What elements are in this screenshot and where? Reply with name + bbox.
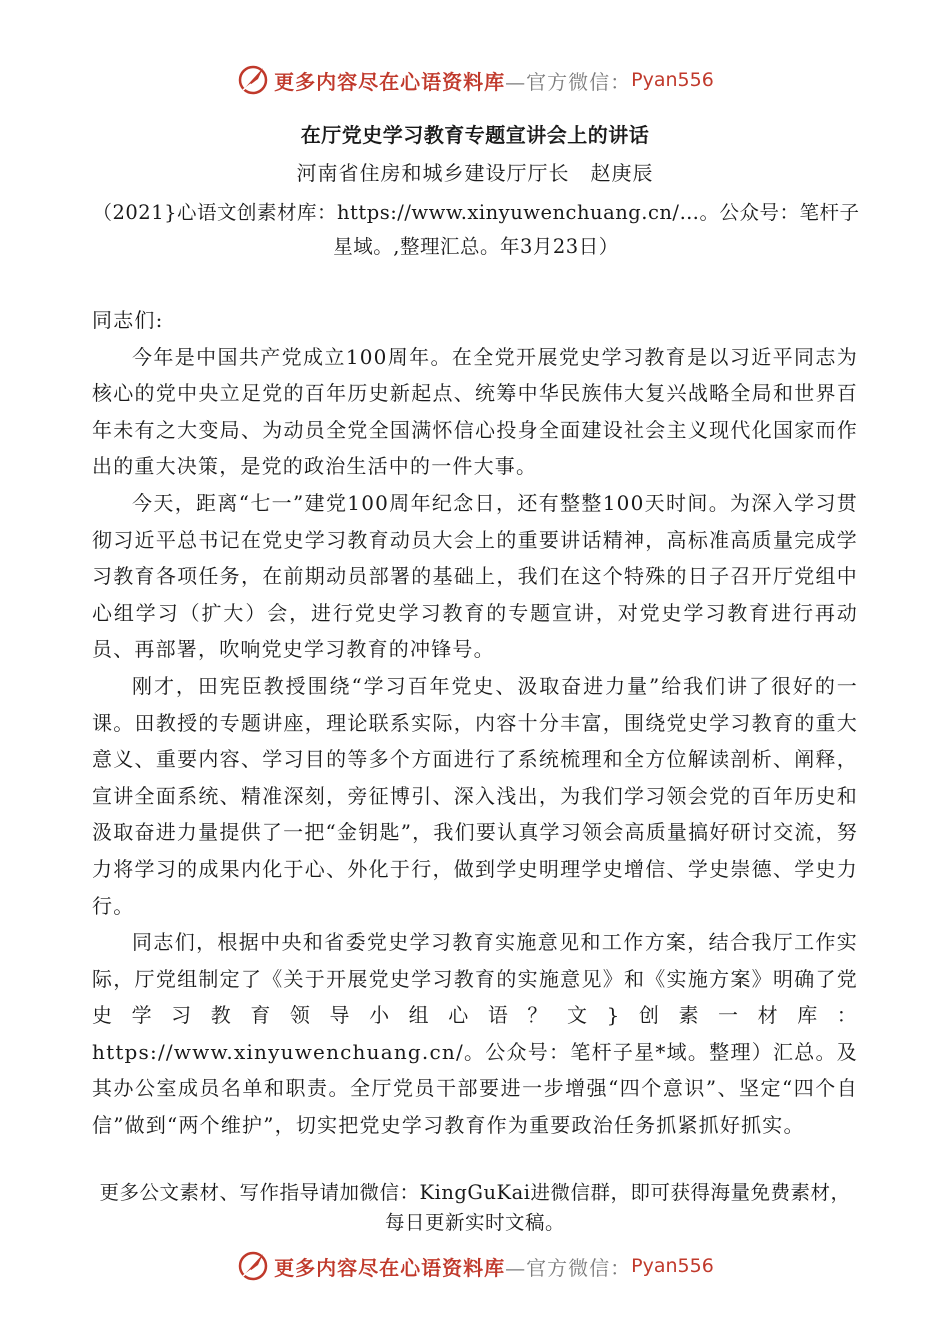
document-title: 在厅党史学习教育专题宣讲会上的讲话 (300, 123, 650, 147)
banner-separator-text: —官方微信： (505, 1255, 632, 1280)
footer-note: 更多公文素材、写作指导请加微信：KingGuKai进微信群，即可获得海量免费素材，每日更新实时文稿。 (99, 1181, 851, 1234)
paragraph-1: 今年是中国共产党成立100周年。在全党开展党史学习教育是以习近平同志为核心的党中央立足党的百年历史新起点、统筹中华民族伟大复兴战略全局和世界百年未有之大变局、为动员全党全国满怀信心投身全面建设社会主义现代化国家而作出的重大决策，是党的政治生活中的一件大事。 (92, 344, 858, 479)
paragraph-4: 同志们，根据中央和省委党史学习教育实施意见和工作方案，结合我厅工作实际，厅党组制定了《关于开展党史学习教育的实施意见》和《实施方案》明确了党史学习教育领导小组心语？文}创素一材库：https://www.xinyuwenchuang.cn/。公众号：笔杆子星*域。整理）汇总。及其办公室成员名单和职责。全厅党员干部要进一步增强“四个意识”、坚定“四个自信”做到“两个维护”，切实把党史学习教育作为重要政治任务抓紧抓好抓实。 (92, 930, 858, 1138)
salutation: 同志们: (92, 308, 164, 332)
banner-separator-text: —官方微信： (505, 69, 632, 94)
banner-wechat-id: Pyan556 (631, 1255, 714, 1277)
banner-wechat-id: Pyan556 (631, 69, 714, 91)
paragraph-3: 刚才，田宪臣教授围绕“学习百年党史、汲取奋进力量”给我们讲了很好的一课。田教授的专题讲座，理论联系实际，内容十分丰富，围绕党史学习教育的重大意义、重要内容、学习目的等多个方面进行了系统梳理和全方位解读剖析、阐释，宣讲全面系统、精准深刻，旁征博引、深入浅出，为我们学习领会党的百年历史和汲取奋进力量提供了一把“金钥匙”，我们要认真学习领会高质量搞好研讨交流，努力将学习的成果内化于心、外化于行，做到学史明理学史增信、学史崇德、学史力行。 (92, 673, 858, 918)
paragraph-2: 今天，距离“七一”建党100周年纪念日，还有整整100天时间。为深入学习贯彻习近平总书记在党史学习教育动员大会上的重要讲话精神，高标准高质量完成学习教育各项任务，在前期动员部署的基础上，我们在这个特殊的日子召开厅党组中心组学习（扩大）会，进行党史学习教育的专题宣讲，对党史学习教育进行再动员、再部署，吹响党史学习教育的冲锋号。 (92, 490, 858, 662)
document-body (92, 302, 858, 1144)
banner-main-text: 更多内容尽在心语资料库 (274, 1255, 506, 1280)
bottom-banner (0, 1246, 950, 1286)
quill-logo-icon (236, 1249, 270, 1283)
quill-logo-icon (236, 63, 270, 97)
document-author: 河南省住房和城乡建设厅厅长 赵庚辰 (296, 161, 654, 185)
banner-main-text: 更多内容尽在心语资料库 (274, 69, 506, 94)
top-banner (0, 60, 950, 100)
document-source: （2021}心语文创素材库：https://www.xinyuwenchuang.cn/…。公众号：笔杆子星域。,整理汇总。年3月23日） (92, 201, 860, 258)
